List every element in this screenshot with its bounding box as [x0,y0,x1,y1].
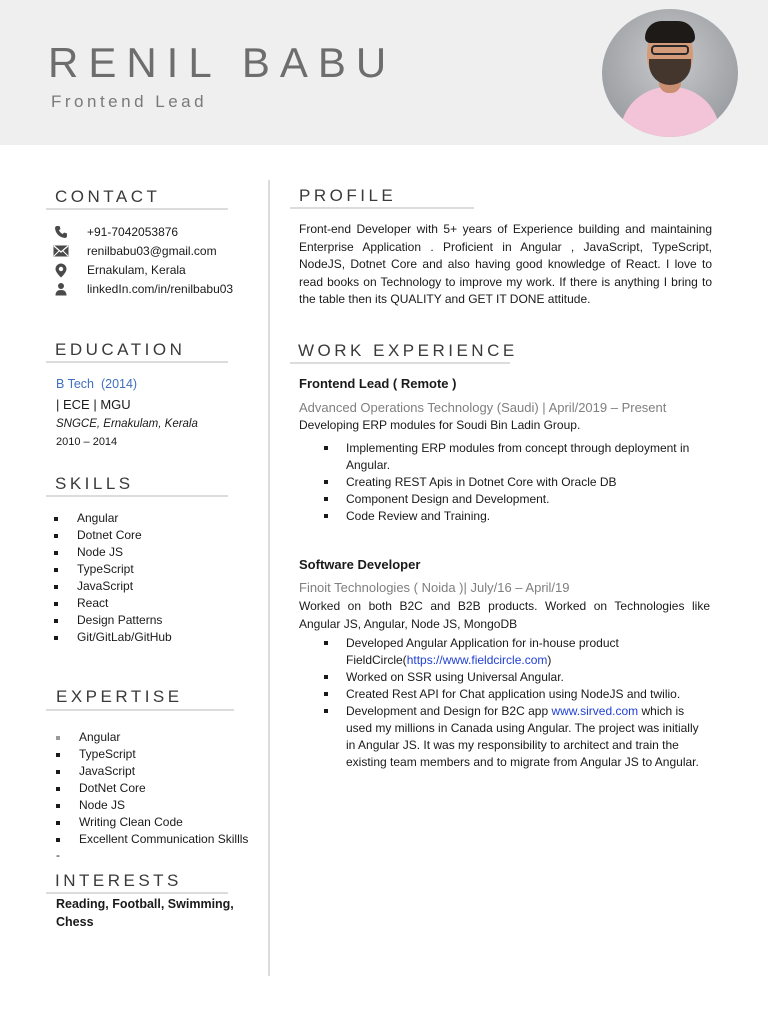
job-bullets-2 [322,635,702,771]
education-heading: EDUCATION [55,340,186,359]
list-item: Worked on SSR using Universal Angular. [322,669,702,686]
list-item: Writing Clean Code [54,814,248,831]
location-text: Ernakulam, Kerala [87,263,186,277]
photo-shirt [620,87,720,137]
linkedin-icon [52,281,70,297]
profile-text: Front-end Developer with 5+ years of Experience building and maintaining Enterprise Application . Proficient in Angular , JavaScript, TypeScript, NodeJS, Dotnet Core and also having good knowledge of React. I love to read books on Technology to improve my work. If there is anything I bring to the table then its QUALITY and GET IT DONE attitude. [299,222,712,306]
list-item: JavaScript [52,578,172,595]
list-item: Code Review and Training. [322,508,694,525]
contact-email [52,242,217,260]
photo-beard [649,59,691,85]
bullet-text: which is used my millions in Canada using Angular. The project was initially in Angular JS. It was my responsibility to architect and train the existing team members and to migrate from Angular JS to Angular. [346,704,699,769]
header-banner [0,0,768,145]
list-item: Angular [52,510,172,527]
list-item: Creating REST Apis in Dotnet Core with Oracle DB [322,474,694,491]
skills-list [52,510,172,646]
job-title-2: Software Developer [299,557,421,572]
fieldcircle-link[interactable]: https://www.fieldcircle.com [406,653,548,667]
education-period: 2010 – 2014 [56,436,118,448]
list-item: Git/GitLab/GitHub [52,629,172,646]
job-bullets-1 [322,440,694,525]
list-item: DotNet Core [54,780,248,797]
work-underline [290,362,510,364]
linkedin-text[interactable]: linkedIn.com/in/renilbabu03 [87,282,234,296]
contact-heading: CONTACT [55,187,161,206]
expertise-heading: EXPERTISE [56,687,183,706]
list-item [322,635,702,669]
list-item: TypeScript [52,561,172,578]
list-item: Node JS [52,544,172,561]
profile-heading: PROFILE [299,186,397,205]
candidate-role: Frontend Lead [51,92,208,111]
list-item: Dotnet Core [52,527,172,544]
list-item: Angular [54,729,248,746]
education-degree: B Tech [56,377,94,391]
skills-heading: SKILLS [55,474,134,493]
photo-hair [645,21,695,43]
location-icon [52,262,70,278]
profile-photo [602,9,738,137]
list-item: Implementing ERP modules from concept through deployment in Angular. [322,440,694,474]
expertise-list [54,729,248,848]
job-meta-1: Advanced Operations Technology (Saudi) | April/2019 – Present [299,400,667,415]
email-icon [52,243,70,259]
contact-linkedin [52,280,234,298]
bullet-text: ) [547,653,552,667]
list-item: React [52,595,172,612]
bullet-text: Development and Design for B2C app [346,704,552,718]
profile-underline [290,207,474,209]
photo-glasses [651,45,689,55]
interests-underline [46,892,228,894]
candidate-name: RENIL BABU [48,39,397,86]
list-item: Design Patterns [52,612,172,629]
education-college: SNGCE, Ernakulam, Kerala [56,418,198,430]
interests-text: Reading, Football, Swimming, Chess [56,897,234,929]
skills-underline [46,495,228,497]
education-year: (2014) [100,377,138,391]
list-item [322,703,702,771]
list-item: Node JS [54,797,248,814]
contact-location [52,261,186,279]
job-meta-2: Finoit Technologies ( Noida )| July/16 – April/19 [299,580,570,595]
education-branch: | ECE | MGU [56,397,131,412]
email-text[interactable]: renilbabu03@gmail.com [87,244,217,258]
job-summary-1: Developing ERP modules for Soudi Bin Ladin Group. [299,418,581,432]
list-item: Created Rest API for Chat application using NodeJS and twilio. [322,686,702,703]
bullet-text: Developed Angular Application for in-house product FieldCircle( [346,636,619,667]
phone-icon [52,224,70,240]
sirved-link[interactable]: www.sirved.com [551,704,639,718]
list-item: Component Design and Development. [322,491,694,508]
list-item: Excellent Communication Skillls [54,831,248,848]
education-degree-line [56,376,137,394]
interests-heading: INTERESTS [55,871,182,890]
column-divider [268,180,270,976]
work-heading: WORK EXPERIENCE [298,341,518,360]
contact-phone [52,223,179,241]
list-item: JavaScript [54,763,248,780]
job-title-1: Frontend Lead ( Remote ) [299,376,457,391]
job-summary-2: Worked on both B2C and B2B products. Worked on Technologies like Angular JS, Angular, Node JS, MongoDB [299,599,710,631]
expertise-underline [46,709,234,711]
education-underline [46,361,228,363]
list-item: TypeScript [54,746,248,763]
contact-underline [46,208,228,210]
expertise-trailing-dash: - [56,848,60,862]
phone-text[interactable]: +91-7042053876 [87,225,179,239]
